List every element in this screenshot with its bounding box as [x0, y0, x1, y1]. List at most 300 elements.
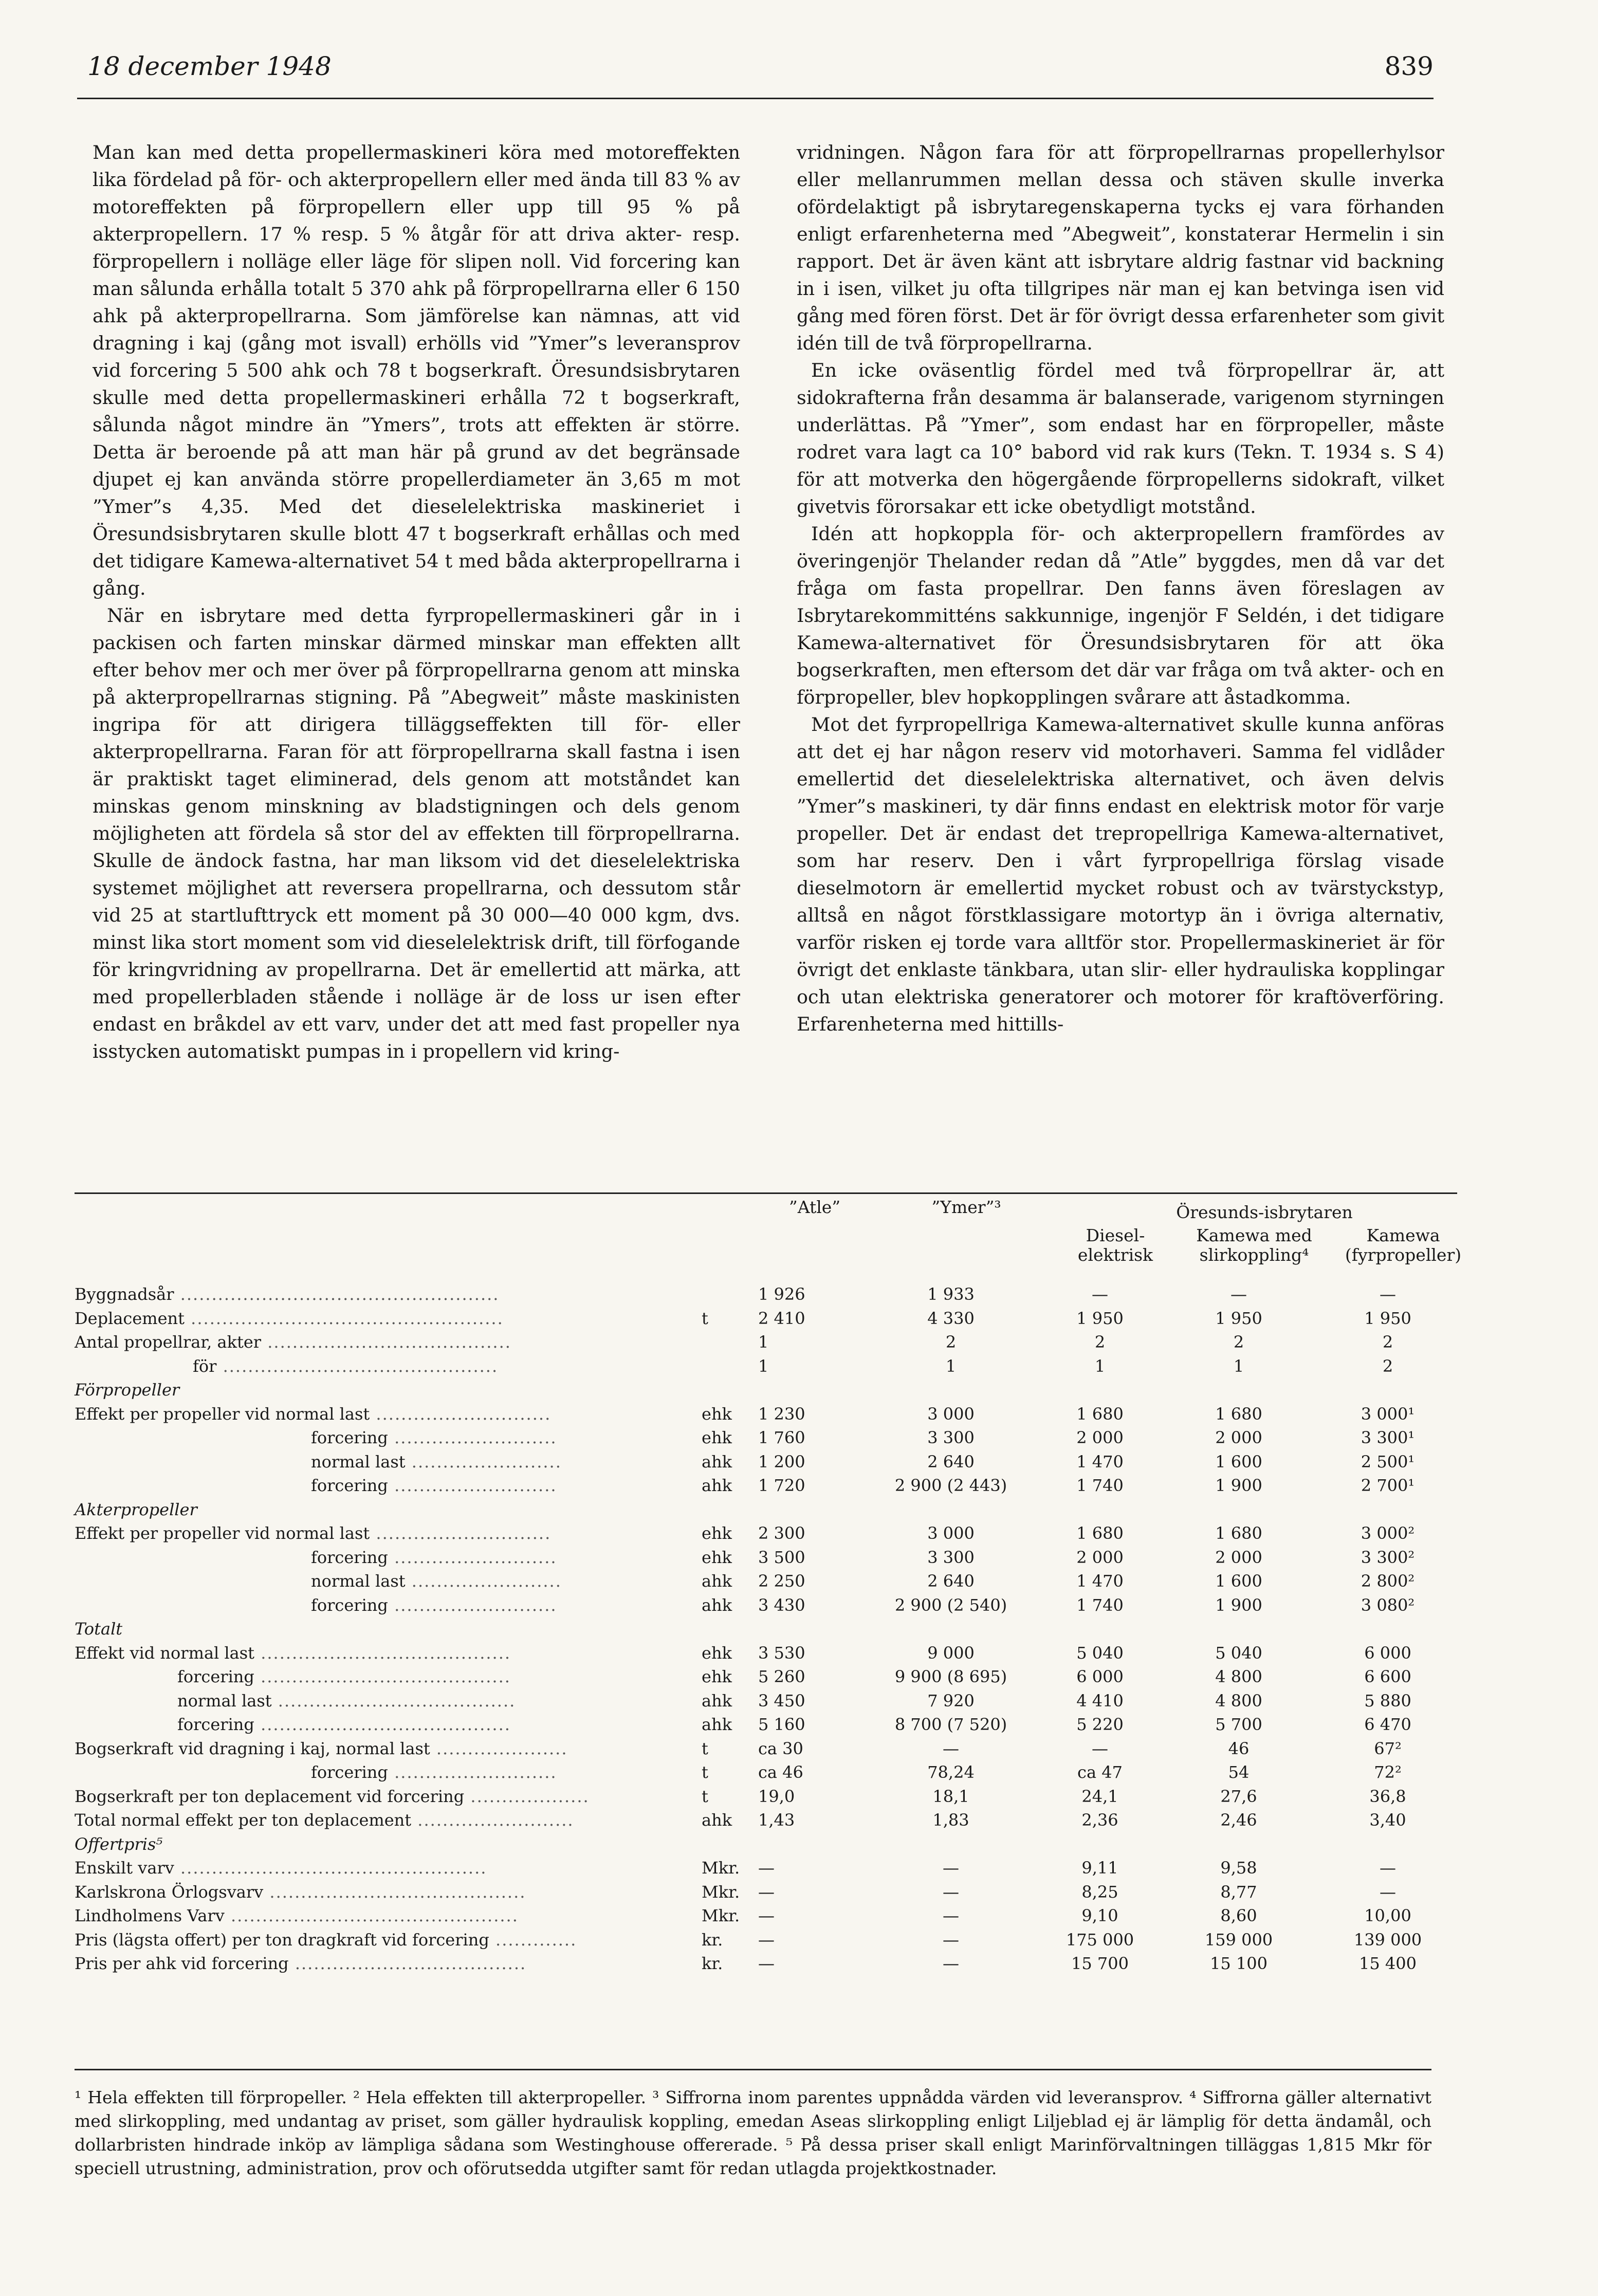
left-column [93, 139, 740, 1065]
table-cell [1159, 1498, 1318, 1522]
table-cell: 2,36 [1081, 1810, 1118, 1830]
table-cell: 1 470 [1076, 1452, 1124, 1472]
row-unit: kr. [702, 1930, 723, 1950]
row-unit: ahk [702, 1715, 732, 1735]
table-cell: — [1230, 1284, 1247, 1305]
row-label-text: forcering [177, 1715, 254, 1735]
table-cell: 5 880 [1364, 1691, 1411, 1711]
table-cell: — [758, 1882, 775, 1902]
table-cell: — [758, 1858, 775, 1878]
table-cell: 9 000 [927, 1643, 975, 1663]
table-row [75, 1593, 1457, 1618]
table-cell: — [943, 1954, 959, 1974]
table-cell [861, 1378, 1041, 1402]
row-label-text: för [193, 1356, 217, 1376]
row-unit: ahk [702, 1476, 732, 1496]
table-row [75, 1354, 1457, 1379]
row-label-text: forcering [177, 1667, 254, 1687]
table-cell [748, 1617, 861, 1641]
row-label-text: Enskilt varv [75, 1858, 174, 1878]
row-label [75, 1330, 702, 1354]
row-label-text: forcering [311, 1476, 388, 1496]
table-cell: 3 000 [927, 1404, 975, 1424]
table-cell: 72² [1374, 1762, 1402, 1783]
table-cell: ca 30 [758, 1738, 803, 1758]
table-cell: 2 [1382, 1356, 1393, 1376]
table-cell: 3 300¹ [1361, 1428, 1415, 1448]
table-cell: 1 600 [1215, 1452, 1262, 1472]
table-body [75, 1282, 1457, 1976]
table-cell: — [943, 1858, 959, 1878]
table-cell [748, 1378, 861, 1402]
table-row [75, 1880, 1457, 1904]
row-label-text: Lindholmens Varv [75, 1906, 225, 1926]
table-cell: — [1380, 1284, 1396, 1305]
table-cell: 3 450 [758, 1691, 805, 1711]
table-cell: 2 900 (2 443) [894, 1476, 1007, 1496]
table-cell: 5 260 [758, 1667, 805, 1687]
table-cell: 1 230 [758, 1404, 805, 1424]
table-section-row [75, 1617, 1457, 1641]
leader-dots: ................... [464, 1786, 590, 1806]
table-cell: 19,0 [758, 1786, 795, 1806]
table-cell: — [1092, 1284, 1108, 1305]
row-unit [702, 1832, 748, 1857]
table-row [75, 1760, 1457, 1785]
table-cell: 1 [945, 1356, 957, 1376]
row-unit: ahk [702, 1810, 732, 1830]
table-cell: 2 250 [758, 1571, 805, 1591]
table-cell: 1 470 [1076, 1571, 1124, 1591]
table-cell: 1 950 [1215, 1308, 1262, 1328]
table-row [75, 1785, 1457, 1809]
table-cell: 46 [1228, 1738, 1250, 1758]
leader-dots: ........................................ [254, 1643, 511, 1663]
row-unit: ahk [702, 1691, 732, 1711]
table-cell: 6 000 [1364, 1643, 1411, 1663]
table-cell: 1 950 [1364, 1308, 1411, 1328]
table-cell: 3 300² [1361, 1547, 1415, 1567]
leader-dots: .......................... [388, 1595, 557, 1615]
table-cell: 2 000 [1215, 1428, 1262, 1448]
table-cell: 139 000 [1353, 1930, 1422, 1950]
table-row [75, 1450, 1457, 1474]
table-cell: — [943, 1738, 959, 1758]
row-unit: t [702, 1762, 708, 1783]
row-unit: ahk [702, 1595, 732, 1615]
table-cell: 3 300 [927, 1428, 975, 1448]
leader-dots: ......................... [411, 1810, 574, 1830]
table-cell [861, 1498, 1041, 1522]
table-cell: 9,10 [1081, 1906, 1118, 1926]
table-cell: — [1092, 1738, 1108, 1758]
row-unit: t [702, 1738, 708, 1758]
table-row [75, 1546, 1457, 1570]
row-label-text: Deplacement [75, 1308, 185, 1328]
paragraph: När en isbrytare med detta fyrpropellermaskineri går in i packisen och farten minskar därmed minskar man effekten allt efter behov mer och mer över på förpropellrarna genom att minska på akterpropellrarnas stigning. På ”Abegweit” måste maskinisten ingripa för att dirigera tilläggseffekten till för- eller akterpropellrarna. Faran för att förpropellrarna skall fastna i isen är praktiskt taget eliminerad, dels genom att motståndet kan minskas genom minskning av bladstigningen och dels genom möjligheten att fördela så stor del av effekten till förpropellrarna. Skulle de ändock fastna, har man liksom vid det dieselelektriska systemet möjlighet att reversera propellrarna, och dessutom står vid 25 at startlufttryck ett moment på 30 000—40 000 kgm, dvs. minst lika stort moment som vid dieselelektrisk drift, till förfogande för kringvridning av propellrarna. Det är emellertid att märka, att med propellerbladen stående i nolläge är de loss ur isen efter endast en bråkdel av ett varv, under det att med fast propeller nya isstycken automatiskt pumpas in i propellern vid kring- [93, 604, 740, 1062]
table-cell: 78,24 [927, 1762, 975, 1783]
row-label [75, 1426, 702, 1450]
table-cell: 4 800 [1215, 1667, 1262, 1687]
table-cell: 3 500 [758, 1547, 805, 1567]
row-label-text: Total normal effekt per ton deplacement [75, 1810, 412, 1830]
table-cell: 3 300 [927, 1547, 975, 1567]
table-cell: 1 680 [1076, 1523, 1124, 1544]
leader-dots: ................................................... [174, 1284, 500, 1305]
table-cell: 27,6 [1220, 1786, 1257, 1806]
table-cell [1041, 1498, 1159, 1522]
row-label [75, 1546, 702, 1570]
row-unit [702, 1617, 748, 1641]
row-label [75, 1474, 702, 1498]
table-cell: 10,00 [1364, 1906, 1411, 1926]
table-cell: — [1380, 1858, 1396, 1878]
table-row [75, 1952, 1457, 1976]
row-unit: ehk [702, 1547, 732, 1567]
row-unit: ehk [702, 1523, 732, 1544]
data-table [75, 1282, 1457, 1976]
table-cell: — [943, 1882, 959, 1902]
row-unit: ehk [702, 1643, 732, 1663]
table-cell: 175 000 [1066, 1930, 1134, 1950]
page-number: 839 [1384, 51, 1434, 81]
table-cell: 5 160 [758, 1715, 805, 1735]
table-cell: — [758, 1930, 775, 1950]
table-cell: 5 220 [1076, 1715, 1124, 1735]
row-label [75, 1713, 702, 1737]
table-cell: 2 640 [927, 1452, 975, 1472]
table-cell [748, 1832, 861, 1857]
table-row [75, 1282, 1457, 1307]
table-cell: 3 000 [927, 1523, 975, 1544]
table-cell: — [943, 1906, 959, 1926]
leader-dots: ................................................. [174, 1858, 487, 1878]
table-cell: 159 000 [1204, 1930, 1273, 1950]
table-cell [1159, 1832, 1318, 1857]
row-label [75, 1856, 702, 1880]
table-cell [1318, 1498, 1457, 1522]
table-row [75, 1713, 1457, 1737]
table-section-row [75, 1378, 1457, 1402]
paragraph: Man kan med detta propellermaskineri köra med motoreffekten lika fördelad på för- och akterpropellern eller med ända till 83 % av motoreffekten på förpropellern eller upp till 95 % på akterpropellern. 17 % resp. 5 % åtgår för att driva akter- resp. förpropellern i nolläge eller läge för slipen noll. Vid forcering kan man sålunda erhålla totalt 5 370 ahk på förpropellrarna eller 6 150 ahk på akterpropellrarna. Som jämförelse kan nämnas, att vid dragning i kaj (gång mot isvall) erhölls vid ”Ymer”s leveransprov vid forcering 5 500 ahk och 78 t bogserkraft. Öresundsisbrytaren skulle med detta propellermaskineri erhålla 72 t bogserkraft, sålunda något mindre än ”Ymers”, trots att effekten är större. Detta är beroende på att man här på grund av det begränsade djupet ej kan använda större propellerdiameter än 3,65 m mot ”Ymer”s 4,35. Med det dieselelektriska maskineriet i Öresundsisbrytaren skulle blott 47 t bogserkraft erhållas och med det tidigare Kamewa-alternativet 54 t med båda akterpropellrarna i gång. [93, 141, 740, 599]
paragraph: Mot det fyrpropellriga Kamewa-alternativet skulle kunna anföras att det ej har någon reserv vid motorhaveri. Samma fel vidlåder emellertid det dieselelektriska alternativet, och även delvis ”Ymer”s maskineri, ty där finns endast en elektrisk motor för varje propeller. Det är endast det trepropellriga Kamewa-alternativet, som har reserv. Den i vårt fyrpropellriga förslag visade dieselmotorn är emellertid mycket robust och av tvärstyckstyp, alltså en något förstklassigare motortyp än i övriga alternativ, varför risken ej torde vara alltför stor. Propellermaskineriet är för övrigt det enklaste tänkbara, utan slir- eller hydrauliska kopplingar och utan elektriska generatorer och motorer för kraftöverföring. Erfarenheterna med hittills- [797, 713, 1444, 1035]
row-label [75, 1354, 702, 1379]
table-row [75, 1402, 1457, 1426]
row-label [75, 1521, 702, 1546]
row-label-text: Effekt vid normal last [75, 1643, 255, 1663]
header-ymer: ”Ymer”³ [931, 1197, 1001, 1217]
table-top-rule [75, 1192, 1457, 1194]
table-cell: 1 760 [758, 1428, 805, 1448]
row-unit: ehk [702, 1667, 732, 1687]
table-cell: 2 900 (2 540) [894, 1595, 1007, 1615]
table-cell: 4 410 [1076, 1691, 1124, 1711]
table-cell: 2 640 [927, 1571, 975, 1591]
table-cell [1041, 1617, 1159, 1641]
row-label [75, 1928, 702, 1952]
table-cell: ca 46 [758, 1762, 803, 1783]
leader-dots: ............................................ [216, 1356, 499, 1376]
row-label-text: Bogserkraft vid dragning i kaj, normal last [75, 1738, 430, 1758]
table-cell: 1 600 [1215, 1571, 1262, 1591]
table-cell: 3 000¹ [1361, 1404, 1415, 1424]
row-label [75, 1904, 702, 1928]
table-cell: 8 700 (7 520) [894, 1715, 1007, 1735]
table-cell: 15 700 [1071, 1954, 1129, 1974]
table-cell: 7 920 [927, 1691, 975, 1711]
row-label-text: Förpropeller [75, 1380, 180, 1400]
table-cell: 1 900 [1215, 1595, 1262, 1615]
issue-date: 18 december 1948 [87, 51, 332, 81]
table-cell: 9,11 [1081, 1858, 1118, 1878]
table-cell [1318, 1832, 1457, 1857]
row-label-text: normal last [311, 1452, 406, 1472]
table-cell: 54 [1228, 1762, 1250, 1783]
table-row [75, 1928, 1457, 1952]
table-row [75, 1856, 1457, 1880]
table-row [75, 1426, 1457, 1450]
table-cell: 3 430 [758, 1595, 805, 1615]
table-cell: 1,83 [932, 1810, 969, 1830]
table-cell: 3 080² [1361, 1595, 1415, 1615]
table-cell: 4 800 [1215, 1691, 1262, 1711]
table-cell: 5 040 [1076, 1643, 1124, 1663]
row-label [75, 1282, 702, 1307]
table-cell: 2 [945, 1332, 957, 1352]
row-label [75, 1785, 702, 1809]
header-kamewa-slir: Kamewa med slirkoppling⁴ [1196, 1225, 1312, 1265]
row-unit: t [702, 1308, 708, 1328]
table-cell [861, 1832, 1041, 1857]
table-row [75, 1808, 1457, 1832]
row-unit: Mkr. [702, 1882, 740, 1902]
table-cell: 1 [758, 1332, 769, 1352]
row-label-text: Pris (lägsta offert) per ton dragkraft vid forcering [75, 1930, 489, 1950]
table-cell: — [758, 1906, 775, 1926]
header-oresund: Öresunds-isbrytaren [1176, 1202, 1353, 1222]
table-cell: 2 000 [1076, 1428, 1124, 1448]
row-label [75, 1665, 702, 1689]
table-row [75, 1330, 1457, 1354]
row-label-text: Karlskrona Örlogsvarv [75, 1882, 264, 1902]
row-unit: ehk [702, 1428, 732, 1448]
table-section-row [75, 1498, 1457, 1522]
table-cell: 2,46 [1220, 1810, 1257, 1830]
table-cell [1041, 1832, 1159, 1857]
table-cell: 9 900 (8 695) [894, 1667, 1007, 1687]
leader-dots: .............................................. [224, 1906, 519, 1926]
table-cell: 5 040 [1215, 1643, 1262, 1663]
leader-dots: ....................................... [261, 1332, 511, 1352]
table-cell [1318, 1617, 1457, 1641]
leader-dots: ............. [489, 1930, 577, 1950]
table-cell: 1 [1233, 1356, 1244, 1376]
table-cell: 5 700 [1215, 1715, 1262, 1735]
row-unit [702, 1330, 748, 1354]
row-unit [702, 1354, 748, 1379]
table-cell: 2 410 [758, 1308, 805, 1328]
leader-dots: ............................ [370, 1404, 552, 1424]
table-cell [1159, 1378, 1318, 1402]
table-cell: 2 000 [1076, 1547, 1124, 1567]
row-label-text: normal last [311, 1571, 406, 1591]
table-cell [748, 1498, 861, 1522]
leader-dots: .................................................. [185, 1308, 504, 1328]
table-cell: 6 000 [1076, 1667, 1124, 1687]
leader-dots: ........................ [405, 1571, 562, 1591]
table-cell: 24,1 [1081, 1786, 1118, 1806]
row-label [75, 1641, 702, 1665]
table-cell: 1 740 [1076, 1595, 1124, 1615]
table-cell [861, 1617, 1041, 1641]
table-cell: 15 100 [1210, 1954, 1268, 1974]
row-unit: kr. [702, 1954, 723, 1974]
row-label [75, 1307, 702, 1331]
header-kamewa-fyr: Kamewa (fyrpropeller) [1345, 1225, 1462, 1265]
table-cell: 2 [1094, 1332, 1106, 1352]
row-label [75, 1832, 702, 1857]
table-cell: 1 740 [1076, 1476, 1124, 1496]
table-row [75, 1474, 1457, 1498]
row-unit: t [702, 1786, 708, 1806]
table-row [75, 1665, 1457, 1689]
row-unit: Mkr. [702, 1858, 740, 1878]
row-label-text: forcering [311, 1595, 388, 1615]
paragraph: vridningen. Någon fara för att förpropellrarnas propellerhylsor eller mellanrummen mellan dessa och stäven skulle inverka ofördelaktigt på isbrytaregenskaperna tycks ej vara förhanden enligt erfarenheterna med ”Abegweit”, konstaterar Hermelin i sin rapport. Det är även känt att isbrytare aldrig fastnar vid backning in i isen, vilket ju ofta tillgripes när man ej kan betvinga isen vid gång med fören först. Det är för övrigt dessa erfarenheter som givit idén till de två förpropellrarna. [797, 141, 1444, 354]
row-unit: ehk [702, 1404, 732, 1424]
body-columns [93, 139, 1480, 1162]
leader-dots: .......................... [388, 1428, 557, 1448]
row-label-text: forcering [311, 1762, 388, 1783]
table-cell: 1 680 [1215, 1404, 1262, 1424]
paragraph: En icke oväsentlig fördel med två förpropellrar är, att sidokrafterna från desamma är balanserade, varigenom styrningen underlättas. På ”Ymer”, som endast har en förpropeller, måste rodret vara lagt ca 10° babord vid rak kurs (Tekn. T. 1934 s. S 4) för att motverka den högergående förpropellerns sidokraft, vilket givetvis förorsakar ett icke obetydligt motstånd. [797, 359, 1444, 518]
running-head [77, 51, 1434, 99]
table-row [75, 1569, 1457, 1593]
table-cell [1041, 1378, 1159, 1402]
table-cell: 1 680 [1076, 1404, 1124, 1424]
leader-dots: ..................................... [288, 1954, 527, 1974]
table-cell: 9,58 [1220, 1858, 1257, 1878]
table-cell: 67² [1374, 1738, 1402, 1758]
row-label-text: Effekt per propeller vid normal last [75, 1523, 370, 1544]
footnotes: ¹ Hela effekten till förpropeller. ² Hela effekten till akterpropeller. ³ Siffrorna inom parentes uppnådda värden vid leveransprov. ⁴ Siffrorna gäller alternativt med slirkoppling, med undantag av priset, som gäller hydraulisk koppling, emedan Aseas slirkoppling enligt Liljeblad ej är lämplig för detta ändamål, och dollarbristen hindrade inköp av lämpliga sådana som Westinghouse offererade. ⁵ På dessa priser skall enligt Marinförvaltningen tilläggas 1,815 Mkr för speciell utrustning, administration, prov och oförutsedda utgifter samt för redan utlagda projektkostnader. [75, 2069, 1431, 2180]
table-cell: ca 47 [1077, 1762, 1123, 1783]
row-label-text: normal last [177, 1691, 272, 1711]
table-cell: 3,40 [1369, 1810, 1406, 1830]
table-row [75, 1904, 1457, 1928]
header-atle: ”Atle” [788, 1197, 841, 1217]
table-cell: 2 000 [1215, 1547, 1262, 1567]
leader-dots: ........................................ [254, 1667, 511, 1687]
table-cell: 1 926 [758, 1284, 805, 1305]
row-label [75, 1880, 702, 1904]
table-cell: 1 720 [758, 1476, 805, 1496]
row-label-text: Offertpris⁵ [75, 1834, 163, 1854]
row-label [75, 1593, 702, 1618]
table-cell: 4 330 [927, 1308, 975, 1328]
table-cell: 8,25 [1081, 1882, 1118, 1902]
table-cell: 2 800² [1361, 1571, 1415, 1591]
table-cell: 18,1 [932, 1786, 969, 1806]
row-unit: ahk [702, 1452, 732, 1472]
row-label [75, 1402, 702, 1426]
table-cell: 36,8 [1369, 1786, 1406, 1806]
row-label-text: Pris per ahk vid forcering [75, 1954, 289, 1974]
table-cell: 1 200 [758, 1452, 805, 1472]
table-cell: 1 [758, 1356, 769, 1376]
table-row [75, 1307, 1457, 1331]
row-label [75, 1808, 702, 1832]
leader-dots: ..................... [430, 1738, 568, 1758]
leader-dots: ......................................... [263, 1882, 526, 1902]
leader-dots: ........................ [405, 1452, 562, 1472]
table-cell: 2 700¹ [1361, 1476, 1415, 1496]
leader-dots: .......................... [388, 1547, 557, 1567]
table-cell: — [758, 1954, 775, 1974]
row-label [75, 1617, 702, 1641]
row-unit: ahk [702, 1571, 732, 1591]
row-label [75, 1498, 702, 1522]
table-cell: 2 300 [758, 1523, 805, 1544]
leader-dots: .......................... [388, 1476, 557, 1496]
row-unit: Mkr. [702, 1906, 740, 1926]
row-unit [702, 1282, 748, 1307]
row-unit [702, 1498, 748, 1522]
table-cell [1318, 1378, 1457, 1402]
header-diesel: Diesel-elektrisk [1077, 1225, 1153, 1265]
table-section-row [75, 1832, 1457, 1857]
table-cell: 6 470 [1364, 1715, 1411, 1735]
leader-dots: ........................................ [254, 1715, 511, 1735]
row-label-text: Bogserkraft per ton deplacement vid forcering [75, 1786, 465, 1806]
right-column [797, 139, 1444, 1038]
table-row [75, 1641, 1457, 1665]
table-cell: 2 500¹ [1361, 1452, 1415, 1472]
row-label [75, 1737, 702, 1761]
table-cell: 1,43 [758, 1810, 795, 1830]
table-row [75, 1737, 1457, 1761]
table-cell: 3 000² [1361, 1523, 1415, 1544]
table-cell: 3 530 [758, 1643, 805, 1663]
row-label [75, 1450, 702, 1474]
row-label-text: forcering [311, 1547, 388, 1567]
row-unit [702, 1378, 748, 1402]
table-cell [1159, 1617, 1318, 1641]
row-label [75, 1689, 702, 1713]
table-cell: 2 [1382, 1332, 1393, 1352]
table-cell: 1 933 [927, 1284, 975, 1305]
row-label-text: forcering [311, 1428, 388, 1448]
leader-dots: ...................................... [271, 1691, 516, 1711]
table-cell: — [943, 1930, 959, 1950]
table-cell: 6 600 [1364, 1667, 1411, 1687]
table-row [75, 1521, 1457, 1546]
comparison-table [75, 1192, 1462, 1974]
table-cell: 1 680 [1215, 1523, 1262, 1544]
table-cell: 2 [1233, 1332, 1244, 1352]
table-cell: — [1380, 1882, 1396, 1902]
row-label [75, 1569, 702, 1593]
leader-dots: ............................ [370, 1523, 552, 1544]
table-cell: 1 950 [1076, 1308, 1124, 1328]
table-cell: 1 900 [1215, 1476, 1262, 1496]
table-cell: 8,77 [1220, 1882, 1257, 1902]
row-label-text: Antal propellrar, akter [75, 1332, 262, 1352]
table-cell: 8,60 [1220, 1906, 1257, 1926]
row-label [75, 1378, 702, 1402]
paragraph: Idén att hopkoppla för- och akterpropellern framfördes av överingenjör Thelander redan då ”Atle” byggdes, men då var det fråga om fasta propellrar. Den fanns även föreslagen av Isbrytarekommitténs sakkunnige, ingenjör F Seldén, i det tidigare Kamewa-alternativet för Öresundsisbrytaren för att öka bogserkraften, men eftersom det där var fråga om två akter- och en förpropeller, blev hopkopplingen svårare att åstadkomma. [797, 523, 1444, 708]
row-label-text: Akterpropeller [75, 1499, 197, 1519]
